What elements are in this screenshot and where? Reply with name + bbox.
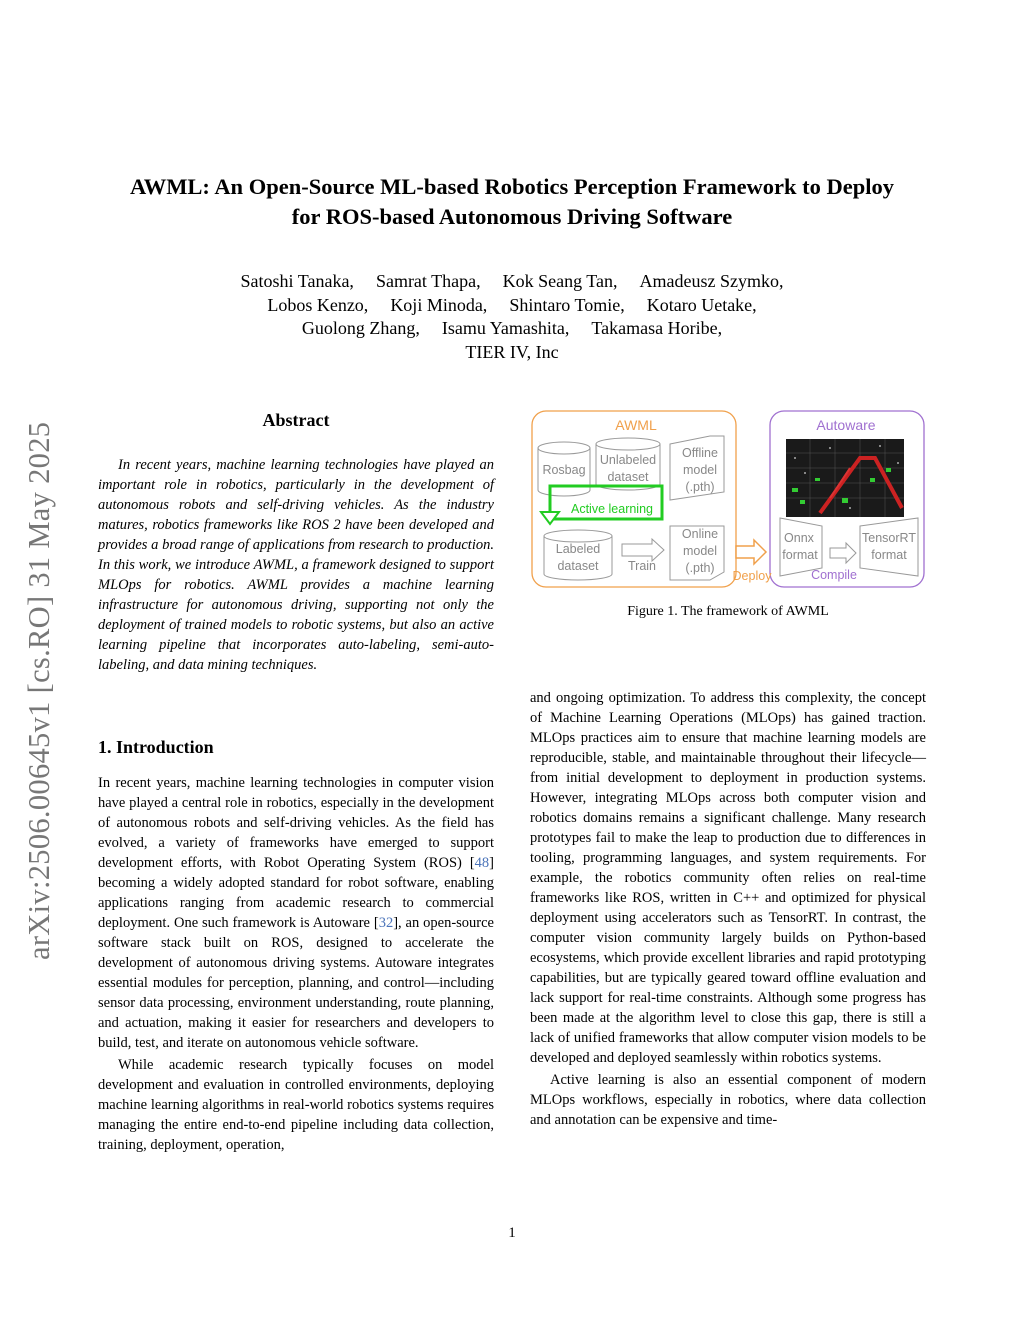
title-line-1: AWML: An Open-Source ML-based Robotics Perception Framework to Deploy — [129, 174, 895, 199]
author-line-1 — [60, 270, 964, 294]
labeled-label-2: dataset — [557, 559, 599, 573]
awml-label: AWML — [615, 417, 657, 433]
author: Shintaro Tomie, — [509, 294, 625, 315]
unlabeled-label-2: dataset — [607, 470, 649, 484]
offline-model-shape — [670, 436, 724, 500]
author-block — [60, 270, 964, 364]
left-column-body — [98, 773, 494, 1155]
paper-title — [60, 172, 964, 232]
intro-paragraph-2: While academic research typically focuses on model development and evaluation in controlled environments, deploying machine learning algorithms in real-world robotics systems requires managing the entire end-to-end pipeline including data collection, training, deployment, operation, — [98, 1057, 494, 1153]
autoware-scene-image — [786, 439, 904, 517]
author: Samrat Thapa, — [375, 271, 481, 291]
author-line-3 — [60, 317, 964, 341]
autoware-label: Autoware — [816, 417, 876, 433]
author: Takamasa Horibe, — [591, 318, 723, 338]
offline-label-3: (.pth) — [685, 480, 715, 494]
online-label-2: model — [682, 544, 718, 558]
rosbag-cylinder — [538, 442, 590, 496]
labeled-dataset-cylinder — [544, 530, 612, 580]
author: Amadeusz Szymko, — [639, 271, 784, 291]
author: Kok Seang Tan, — [502, 271, 618, 291]
author: Koji Minoda, — [390, 294, 488, 315]
right-column-body — [530, 688, 926, 1130]
onnx-label-2: format — [782, 548, 818, 562]
abstract-text: In recent years, machine learning technologies have played an important role in robotics, particularly in the development of autonomous robots and self-driving vehicles. As the industry matures, robotics frameworks like ROS 2 have been developed and provides a broad range of applications from research to production. In this work, we introduce AWML, a framework designed to support MLOps for robotics. AWML provides a machine learning infrastructure for autonomous driving, supporting not only the deployment of trained models to robotic systems, but also an active learning pipeline that incorporates auto-labeling, semi-auto-labeling, and data mining techniques. — [98, 457, 494, 673]
text-run: In recent years, machine learning technologies in computer vision have played a central role in robotics, especially in the development of autonomous robots and self-driving vehicles. As the field has evolved, a variety of frameworks have emerged to support development efforts, with Robot Operating System (ROS) [ — [98, 775, 494, 871]
compile-label: Compile — [811, 568, 857, 582]
offline-label-2: model — [682, 463, 718, 477]
arxiv-identifier: arXiv:2506.00645v1 [cs.RO] 31 May 2025 — [22, 421, 56, 960]
deploy-arrow — [733, 540, 773, 583]
section-heading-introduction: 1. Introduction — [98, 737, 214, 757]
citation-link[interactable]: 32 — [378, 915, 394, 931]
text-run: ], an open-source software stack built on ROS, designed to accelerate the development of autonomous driving systems. Autoware integrates essential modules for perception, planning, and control—including sensor data processing, environment understanding, route planning, and actuation, making it easier for researchers and developers to build, test, and iterate on autonomous vehicle software. — [98, 915, 494, 1051]
intro-paragraph-3: Active learning is also an essential component of modern MLOps workflows, especially in robotics, where data collection and annotation can be expensive and time- — [530, 1072, 926, 1128]
author: Satoshi Tanaka, — [240, 271, 354, 291]
active-learning-label: Active learning — [571, 502, 653, 516]
author: Lobos Kenzo, — [267, 294, 369, 315]
labeled-label-1: Labeled — [555, 542, 601, 556]
affiliation: TIER IV, Inc — [465, 341, 559, 362]
author: Guolong Zhang, — [301, 318, 420, 338]
author: Kotaro Uetake, — [646, 294, 757, 315]
unlabeled-dataset-cylinder — [596, 438, 660, 490]
online-label-1: Online — [681, 527, 719, 541]
deploy-label: Deploy — [732, 569, 772, 583]
online-model-shape — [670, 526, 724, 580]
rosbag-label: Rosbag — [542, 463, 586, 477]
tensorrt-format-shape — [860, 518, 918, 576]
figure-caption: Figure 1. The framework of AWML — [627, 604, 829, 619]
offline-label-1: Offline — [682, 446, 718, 460]
intro-paragraph-1 — [98, 773, 494, 1053]
onnx-label-1: Onnx — [784, 531, 814, 545]
train-arrow — [622, 539, 664, 573]
author-line-2 — [60, 294, 964, 318]
unlabeled-label-1: Unlabeled — [599, 453, 657, 467]
citation-link[interactable]: 48 — [474, 855, 490, 871]
figure-awml-framework — [530, 408, 930, 593]
abstract-heading: Abstract — [262, 410, 330, 430]
intro-paragraph-2-continued: and ongoing optimization. To address this complexity, the concept of Machine Learning Operations (MLOps) has gained traction. MLOps practices aim to ensure that machine learning models are reproducible, stable, and maintainable throughout their lifecycle—from initial development to deployment in production systems. However, integrating MLOps across both computer vision and robotics domains remains a significant challenge. Many research prototypes fail to make the leap to production due to differences in tooling, programming languages, and system requirements. For example, the robotics community often relies on real-time frameworks like ROS, written in C++ and optimized for physical deployment using accelerators such as TensorRT. In contrast, the computer vision community largely builds on Python-based ecosystems, which provide excellent libraries and rapid prototyping capabilities, but are typically geared toward offline evaluation and lack support for real-time constraints. Although some progress has been made at the algorithm level to close this gap, there is still a lack of unified frameworks that allow computer vision models to be developed and deployed seamlessly within robotics systems. — [530, 690, 926, 1066]
tensorrt-label-2: format — [871, 548, 907, 562]
page-number: 1 — [508, 1225, 516, 1241]
online-label-3: (.pth) — [685, 561, 715, 575]
text-run: ] becoming a widely adopted standard for robot software, enabling applications ranging from academic research to commercial deployment. One such framework is Autoware [ — [98, 855, 494, 931]
title-line-2: for ROS-based Autonomous Driving Software — [291, 204, 733, 229]
tensorrt-label-1: TensorRT — [862, 531, 916, 545]
author: Isamu Yamashita, — [441, 318, 570, 338]
train-label: Train — [627, 559, 657, 573]
